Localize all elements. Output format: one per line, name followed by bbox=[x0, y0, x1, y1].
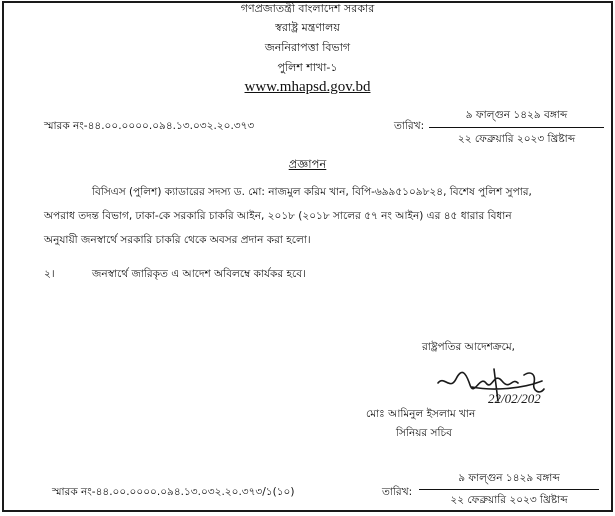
handwritten-signature bbox=[432, 361, 582, 413]
date-gregorian-bottom: ২২ ফেব্রুয়ারি ২০২৩ খ্রিষ্টাব্দ bbox=[450, 494, 568, 506]
handwritten-date: 22/02/202 bbox=[488, 391, 541, 406]
date-label-bottom: তারিখ: bbox=[382, 486, 413, 498]
memo-number-bottom: স্মারক নং-৪৪.০০.০০০০.০৯৪.১৩.০৩২.২০.৩৭৩/১(১০) bbox=[52, 486, 295, 498]
signatory-name: মোঃ আমিনুল ইসলাম খান bbox=[366, 408, 476, 420]
paragraph-1-line-2: অপরাধ তদন্ত বিভাগ, ঢাকা-কে সরকারি চাকরি আইন, ২০১৮ (২০১৮ সালের ৫৭ নং আইন) এর ৪৫ ধারার বিধান bbox=[44, 210, 512, 222]
notification-title: প্রজ্ঞাপন bbox=[288, 157, 327, 171]
paragraph-1-line-3: অনুযায়ী জনস্বার্থে সরকারি চাকরি থেকে অবসর প্রদান করা হলো। bbox=[44, 234, 311, 246]
president-order-line: রাষ্ট্রপতির আদেশক্রমে, bbox=[422, 341, 515, 353]
branch-heading: পুলিশ শাখা-১ bbox=[277, 61, 338, 74]
website-link[interactable]: www.mhapsd.gov.bd bbox=[244, 79, 371, 95]
date-label-top: তারিখ: bbox=[394, 120, 425, 132]
document-page bbox=[2, 1, 613, 512]
date-divider-bottom bbox=[419, 489, 599, 490]
memo-number-top: স্মারক নং-৪৪.০০.০০০০.০৯৪.১৩.০৩২.২০.৩৭৩ bbox=[44, 120, 255, 132]
division-heading: জননিরাপত্তা বিভাগ bbox=[264, 41, 351, 54]
date-bangla-top: ৯ ফাল্গুন ১৪২৯ বঙ্গাব্দ bbox=[465, 109, 568, 121]
date-gregorian-top: ২২ ফেব্রুয়ারি ২০২৩ খ্রিষ্টাব্দ bbox=[457, 133, 576, 145]
paragraph-1-line-1: বিসিএস (পুলিশ) ক্যাডারের সদস্য ড. মো: নাজমুল করিম খান, বিপি-৬৯৯৫১০৯৮২৪, বিশেষ পুলিশ সুপার, bbox=[92, 186, 532, 198]
paragraph-2-text: জনস্বার্থে জারিকৃত এ আদেশ অবিলম্বে কার্যকর হবে। bbox=[92, 268, 306, 280]
signatory-designation: সিনিয়র সচিব bbox=[396, 427, 452, 439]
date-divider-top bbox=[429, 127, 604, 128]
ministry-heading: স্বরাষ্ট্র মন্ত্রণালয় bbox=[275, 21, 340, 34]
date-bangla-bottom: ৯ ফাল্গুন ১৪২৯ বঙ্গাব্দ bbox=[458, 472, 560, 484]
government-heading: গণপ্রজাতন্ত্রী বাংলাদেশ সরকার bbox=[240, 2, 375, 15]
paragraph-2-number: ২। bbox=[44, 268, 55, 280]
